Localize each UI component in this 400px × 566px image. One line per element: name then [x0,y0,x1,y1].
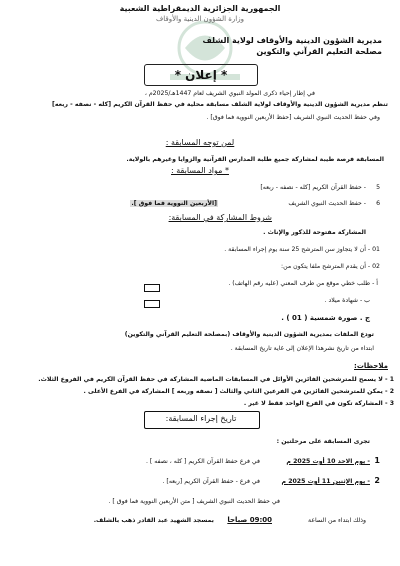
announcement-banner: * إعلان * [144,64,258,86]
condition-1: 01 - أن لا يتجاوز سن المترشح 25 سنة يوم إجراء المسابقة . [224,246,380,253]
audience-text: المسابقة فرصة طيبة لمشاركة جميع طلبة المدارس القرآنية والزوايا وغيرهم بالولاية. [126,156,384,163]
schedule-hadith: في حفظ الحديث النبوي الشريف [ متن الأربعين النووية فما فوق ] . [108,498,280,505]
subject-item-2-extra: [الأربعين النووية فما فوق ]. [131,200,217,207]
subject-item-2: - حفظ الحديث النبوي الشريف [288,200,366,207]
condition-2: 02 - أن يقدم المترشح ملفا يتكون من: [281,263,380,270]
schedule-venue: بمسجد الشهيد عبد القادر ذهب بالشلف. [93,517,214,524]
subject-item-1: - حفظ القرآن الكريم [كله - نصفه - ربعه] [260,184,366,191]
ministry-title: وزارة الشؤون الدينية والأوقاف [156,15,244,23]
republic-title: الجمهورية الجزائرية الديمقراطية الشعبية [119,4,281,13]
submission-line-2: ابتداء من تاريخ نشرهذا الإعلان إلى غاية تاريخ المسابقة . [230,345,374,352]
schedule-day-1-branch: في فرع حفظ القرآن الكريم [ كله ، نصفه ] . [145,458,260,465]
intro-line-1: في إطار إحياء ذكرى المولد النبوي الشريف لعام 1447هـ/2025م ، [144,90,315,97]
schedule-title: تاريخ إجراء المسابقة: [165,414,237,423]
checkbox-a [144,284,160,292]
subjects-title: * مواد المسابقة : [171,166,229,175]
conditions-title: شروط المشاركة في المسابقة: [168,213,272,222]
note-2: 2 - يمكن للمترشحين الفائزين في الفرعين الثاني والثالث [ نصفه وربعه ] المشاركة في الفرع الأعلى . [83,388,394,395]
intro-line-2: تنظم مديرية الشؤون الدينية والأوقاف لولاية الشلف مسابقة محلية في حفظ القرآن الكريم [كله - نصفه - ربعه] [52,101,388,108]
subject-item-1-num: 5 [376,184,380,191]
intro-line-3: وفي حفظ الحديث النبوي الشريف [حفظ الأربعين النووية فما فوق] . [206,114,380,121]
checkbox-b [144,300,160,308]
condition-b: ب - شهادة ميلاد . [324,297,370,304]
schedule-day-1: - يوم الاحد 10 أوت 2025 م [286,458,370,465]
schedule-day-2-branch: في فرع - حفظ القرآن الكريم [ربعه] . [162,478,260,485]
schedule-stages: تجرى المسابقة على مرحلتين : [276,438,370,445]
audience-title: لمن توجه المسابقة : [165,138,235,147]
schedule-time: 09:00 صباحا [227,516,272,524]
condition-j: ج . صورة شمسية ( 01 ) . [281,314,370,322]
subject-item-2-num: 6 [376,200,380,207]
schedule-time-prefix: وذلك ابتداء من الساعة [308,517,366,524]
schedule-day-2-num: 2 [374,476,380,485]
service-title: مصلحة التعليم القرآني والتكوين [256,47,382,56]
note-3: 3 - المشاركة تكون في الفرع الواحد فقط لا غير . [243,400,394,407]
schedule-day-2: - يوم الإثنين 11 أوت 2025 م [281,478,370,485]
condition-a: أ - طلب خطي موقع من طرف المعني (عليه رقم الهاتف) . [228,280,378,287]
submission-line-1: تودع الملفات بمديرية الشؤون الدينية والأوقاف (بمصلحة التعليم القرآني والتكوين) [124,331,374,338]
schedule-day-1-num: 1 [374,456,380,465]
conditions-open: المشاركة مفتوحة للذكور والإناث . [263,229,366,236]
directorate-title: مديرية الشؤون الدينية والأوقاف لولاية الشلف [202,36,382,45]
note-1: 1 - لا يسمح للمترشحين الفائزين الأوائل في المسابقات الماضية المشاركة في حفظ القرآن الكريم في الفروع الثلاث. [38,376,394,383]
notes-title: ملاحظات: [354,362,388,370]
